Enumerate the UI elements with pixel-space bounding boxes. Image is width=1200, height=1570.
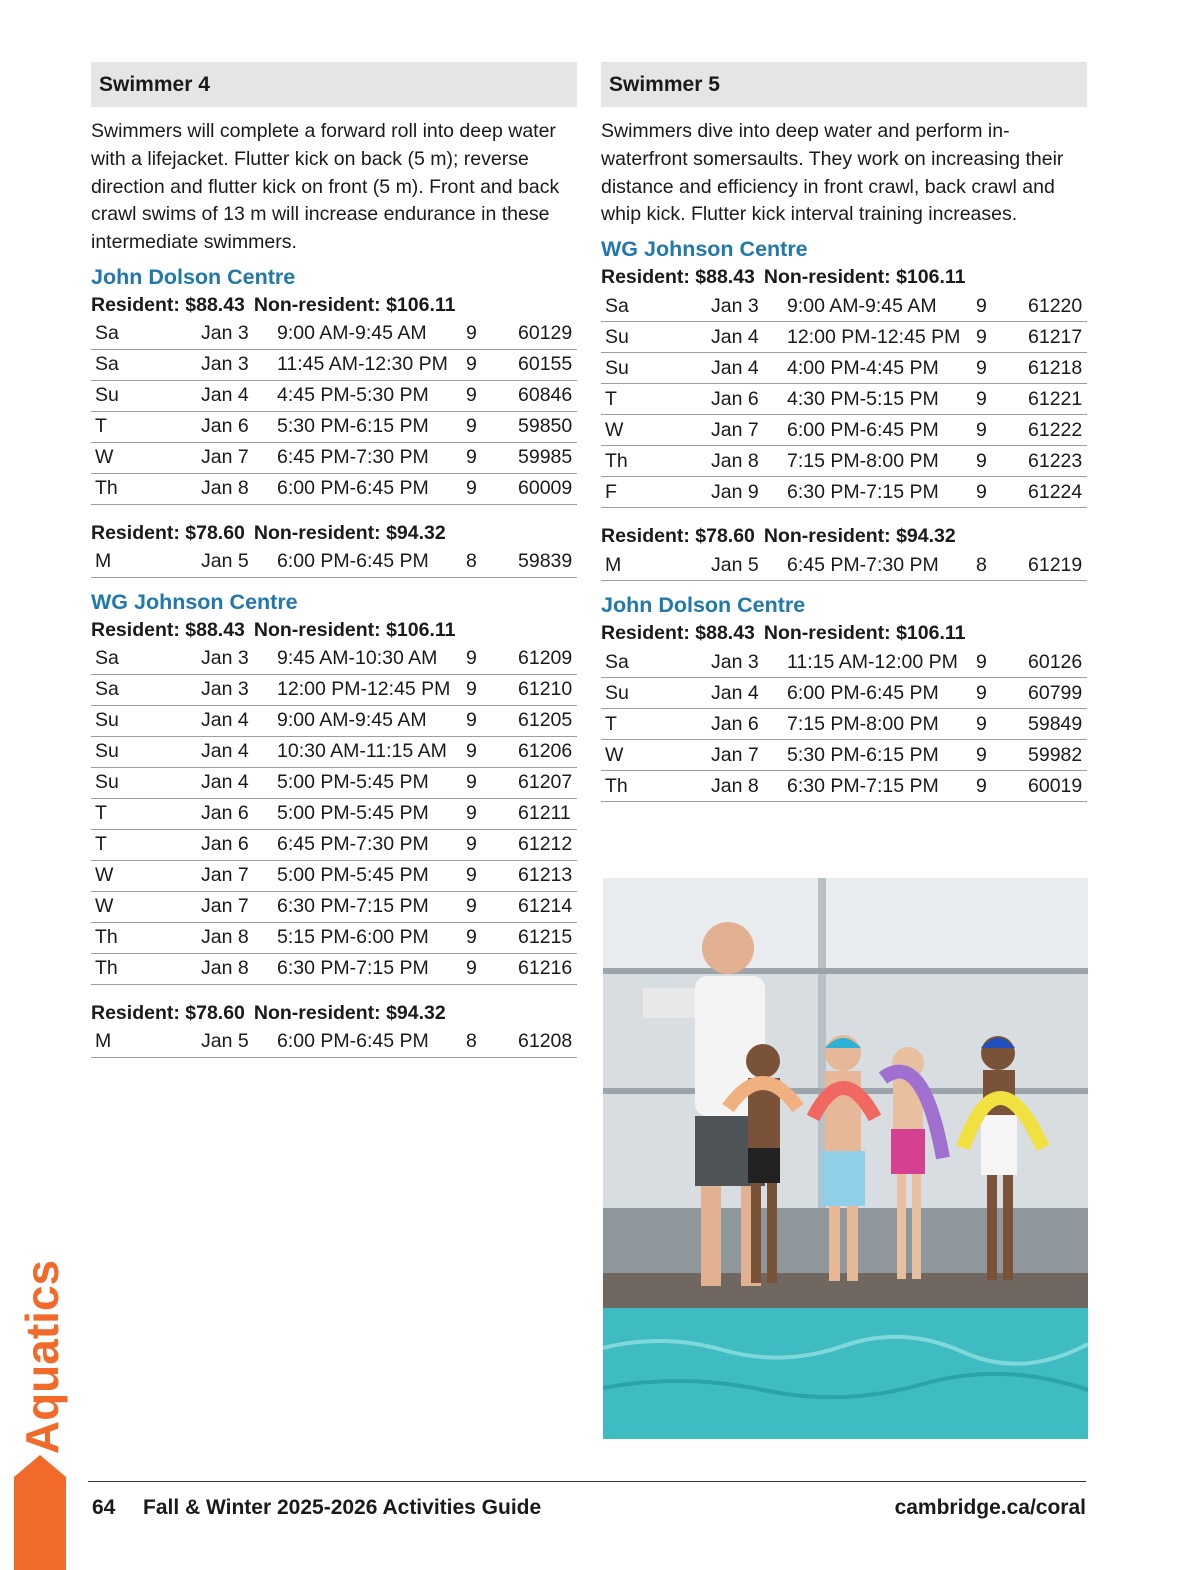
schedule-row (91, 829, 577, 860)
day-cell: W (91, 442, 197, 473)
date-cell: Jan 3 (707, 291, 783, 322)
sessions-cell: 9 (462, 380, 514, 411)
course-code-cell[interactable]: 61216 (514, 953, 577, 984)
price-line (91, 291, 577, 319)
date-cell: Jan 4 (707, 353, 783, 384)
sessions-cell: 9 (462, 767, 514, 798)
schedule-row (601, 740, 1087, 771)
course-code-cell[interactable]: 59982 (1024, 740, 1087, 771)
course-code-cell[interactable]: 60019 (1024, 771, 1087, 802)
course-code-cell[interactable]: 60009 (514, 473, 577, 504)
course-code-cell[interactable]: 61213 (514, 860, 577, 891)
day-cell: W (601, 740, 707, 771)
date-cell: Jan 6 (707, 709, 783, 740)
course-code-cell[interactable]: 59850 (514, 411, 577, 442)
day-cell: Sa (91, 319, 197, 350)
course-code-cell[interactable]: 60799 (1024, 678, 1087, 709)
section-description: Swimmers dive into deep water and perform in-waterfront somersaults. They work on increasing their distance and efficiency in front crawl, back crawl and whip kick. Flutter kick interval training increases. (601, 120, 1064, 226)
time-cell: 11:15 AM-12:00 PM (783, 647, 972, 678)
course-code-cell[interactable]: 61217 (1024, 322, 1087, 353)
time-cell: 9:00 AM-9:45 AM (783, 291, 972, 322)
sessions-cell: 9 (972, 709, 1024, 740)
time-cell: 6:00 PM-6:45 PM (783, 678, 972, 709)
schedule-row (601, 477, 1087, 508)
date-cell: Jan 4 (197, 767, 273, 798)
time-cell: 5:30 PM-6:15 PM (273, 411, 462, 442)
day-cell: Su (601, 678, 707, 709)
date-cell: Jan 7 (197, 891, 273, 922)
schedule-row (91, 891, 577, 922)
date-cell: Jan 7 (197, 860, 273, 891)
course-code-cell[interactable]: 61218 (1024, 353, 1087, 384)
time-cell: 6:00 PM-6:45 PM (273, 473, 462, 504)
schedule-row (601, 771, 1087, 802)
sessions-cell: 9 (462, 644, 514, 675)
time-cell: 12:00 PM-12:45 PM (783, 322, 972, 353)
resident-price: Resident: $88.43 (91, 293, 245, 316)
resident-price: Resident: $88.43 (601, 266, 755, 289)
resident-price: Resident: $88.43 (91, 618, 245, 641)
schedule-row (601, 353, 1087, 384)
day-cell: Su (91, 736, 197, 767)
resident-price: Resident: $78.60 (91, 1001, 245, 1024)
time-cell: 10:30 AM-11:15 AM (273, 736, 462, 767)
day-cell: W (91, 860, 197, 891)
resident-price: Resident: $78.60 (601, 525, 755, 548)
course-code-cell[interactable]: 59849 (1024, 709, 1087, 740)
date-cell: Jan 6 (197, 829, 273, 860)
section-tab-marker (14, 1455, 66, 1570)
sessions-cell: 9 (462, 473, 514, 504)
sessions-cell: 9 (972, 384, 1024, 415)
group-spacer (91, 985, 577, 999)
course-code-cell[interactable]: 61206 (514, 736, 577, 767)
price-line (91, 616, 577, 644)
time-cell: 6:00 PM-6:45 PM (783, 415, 972, 446)
price-line (601, 522, 1087, 550)
schedule-table (91, 644, 577, 985)
nonresident-price: Non-resident: $106.11 (253, 618, 456, 641)
sessions-cell: 9 (972, 678, 1024, 709)
date-cell: Jan 4 (707, 322, 783, 353)
group-spacer (601, 508, 1087, 522)
day-cell: T (91, 411, 197, 442)
time-cell: 6:30 PM-7:15 PM (273, 891, 462, 922)
time-cell: 6:45 PM-7:30 PM (273, 442, 462, 473)
date-cell: Jan 7 (707, 740, 783, 771)
date-cell: Jan 8 (707, 771, 783, 802)
website-link[interactable]: cambridge.ca/coral (894, 1496, 1086, 1519)
schedule-row (601, 647, 1087, 678)
date-cell: Jan 5 (197, 1027, 273, 1058)
day-cell: M (601, 550, 707, 581)
sessions-cell: 9 (972, 740, 1024, 771)
resident-price: Resident: $88.43 (601, 622, 755, 645)
schedule-row (601, 322, 1087, 353)
day-cell: T (91, 829, 197, 860)
time-cell: 9:45 AM-10:30 AM (273, 644, 462, 675)
sessions-cell: 9 (462, 674, 514, 705)
schedule-row (91, 319, 577, 350)
swimmer-5-column (601, 62, 1087, 802)
schedule-table (91, 319, 577, 505)
sessions-cell: 9 (462, 860, 514, 891)
date-cell: Jan 8 (197, 922, 273, 953)
day-cell: Th (601, 446, 707, 477)
sessions-cell: 9 (972, 415, 1024, 446)
date-cell: Jan 3 (197, 319, 273, 350)
time-cell: 4:00 PM-4:45 PM (783, 353, 972, 384)
course-code-cell[interactable]: 61220 (1024, 291, 1087, 322)
date-cell: Jan 3 (197, 674, 273, 705)
schedule-table (91, 1027, 577, 1058)
group-spacer (91, 505, 577, 519)
time-cell: 6:00 PM-6:45 PM (273, 1027, 462, 1058)
time-cell: 6:30 PM-7:15 PM (273, 953, 462, 984)
schedule-row (601, 709, 1087, 740)
course-code-cell[interactable]: 61208 (514, 1027, 577, 1058)
time-cell: 11:45 AM-12:30 PM (273, 349, 462, 380)
nonresident-price: Non-resident: $94.32 (763, 525, 956, 548)
time-cell: 7:15 PM-8:00 PM (783, 446, 972, 477)
section-tab-label: Aquatics (16, 1259, 68, 1454)
date-cell: Jan 3 (707, 647, 783, 678)
sessions-cell: 9 (462, 829, 514, 860)
sessions-cell: 8 (972, 550, 1024, 581)
sessions-cell: 9 (462, 891, 514, 922)
time-cell: 9:00 AM-9:45 AM (273, 705, 462, 736)
schedule-row (91, 798, 577, 829)
course-code-cell[interactable]: 61224 (1024, 477, 1087, 508)
date-cell: Jan 6 (707, 384, 783, 415)
date-cell: Jan 4 (707, 678, 783, 709)
sessions-cell: 9 (462, 922, 514, 953)
schedule-table (601, 647, 1087, 802)
course-code-cell[interactable]: 61207 (514, 767, 577, 798)
course-code-cell[interactable]: 61222 (1024, 415, 1087, 446)
day-cell: T (601, 709, 707, 740)
centre-name: John Dolson Centre (91, 264, 296, 289)
day-cell: Sa (91, 644, 197, 675)
date-cell: Jan 6 (197, 798, 273, 829)
schedule-row (91, 442, 577, 473)
day-cell: T (91, 798, 197, 829)
date-cell: Jan 4 (197, 705, 273, 736)
course-code-cell[interactable]: 61211 (514, 798, 577, 829)
centre-name: WG Johnson Centre (601, 237, 808, 262)
course-code-cell[interactable]: 60155 (514, 349, 577, 380)
course-code-cell[interactable]: 61221 (1024, 384, 1087, 415)
schedule-row (91, 380, 577, 411)
sessions-cell: 9 (972, 353, 1024, 384)
course-code-cell[interactable]: 61219 (1024, 550, 1087, 581)
sessions-cell: 8 (462, 547, 514, 578)
day-cell: Sa (91, 674, 197, 705)
swim-class-photo (603, 878, 1088, 1439)
nonresident-price: Non-resident: $94.32 (253, 521, 446, 544)
sessions-cell: 9 (462, 953, 514, 984)
day-cell: Su (91, 767, 197, 798)
schedule-row (601, 384, 1087, 415)
time-cell: 5:00 PM-5:45 PM (273, 767, 462, 798)
section-description: Swimmers will complete a forward roll into deep water with a lifejacket. Flutter kick on back (5 m); reverse direction and flutter kick on front (5 m). Front and back crawl swims of 13 m will increase endurance in these intermediate swimmers. (91, 120, 560, 254)
date-cell: Jan 8 (197, 953, 273, 984)
day-cell: Su (91, 380, 197, 411)
time-cell: 4:30 PM-5:15 PM (783, 384, 972, 415)
time-cell: 12:00 PM-12:45 PM (273, 674, 462, 705)
guide-title: Fall & Winter 2025-2026 Activities Guide (143, 1496, 542, 1519)
day-cell: W (601, 415, 707, 446)
day-cell: F (601, 477, 707, 508)
day-cell: Sa (91, 349, 197, 380)
day-cell: Th (91, 473, 197, 504)
schedule-row (91, 547, 577, 578)
resident-price: Resident: $78.60 (91, 521, 245, 544)
schedule-row (91, 1027, 577, 1058)
time-cell: 4:45 PM-5:30 PM (273, 380, 462, 411)
time-cell: 5:15 PM-6:00 PM (273, 922, 462, 953)
schedule-row (91, 705, 577, 736)
day-cell: Sa (601, 647, 707, 678)
date-cell: Jan 6 (197, 411, 273, 442)
schedule-table (601, 291, 1087, 508)
section-title: Swimmer 5 (601, 62, 1087, 107)
course-code-cell[interactable]: 59839 (514, 547, 577, 578)
day-cell: Su (91, 705, 197, 736)
course-code-cell[interactable]: 60126 (1024, 647, 1087, 678)
sessions-cell: 9 (462, 798, 514, 829)
date-cell: Jan 8 (197, 473, 273, 504)
schedule-row (601, 415, 1087, 446)
schedule-row (91, 473, 577, 504)
sessions-cell: 9 (462, 411, 514, 442)
sessions-cell: 9 (462, 705, 514, 736)
course-code-cell[interactable]: 60846 (514, 380, 577, 411)
day-cell: M (91, 547, 197, 578)
schedule-row (601, 291, 1087, 322)
time-cell: 5:00 PM-5:45 PM (273, 798, 462, 829)
schedule-table (91, 547, 577, 578)
day-cell: Th (601, 771, 707, 802)
price-line (601, 619, 1087, 647)
schedule-row (91, 922, 577, 953)
date-cell: Jan 3 (197, 349, 273, 380)
date-cell: Jan 8 (707, 446, 783, 477)
footer-divider (88, 1481, 1086, 1482)
nonresident-price: Non-resident: $106.11 (763, 622, 966, 645)
centres-container (601, 235, 1087, 802)
centre-name: John Dolson Centre (601, 593, 806, 618)
time-cell: 6:30 PM-7:15 PM (783, 771, 972, 802)
schedule-row (601, 446, 1087, 477)
centres-container (91, 263, 577, 1058)
date-cell: Jan 4 (197, 380, 273, 411)
centre-name: WG Johnson Centre (91, 589, 298, 614)
schedule-row (91, 860, 577, 891)
course-code-cell[interactable]: 59985 (514, 442, 577, 473)
date-cell: Jan 5 (197, 547, 273, 578)
course-code-cell[interactable]: 61214 (514, 891, 577, 922)
date-cell: Jan 4 (197, 736, 273, 767)
time-cell: 5:30 PM-6:15 PM (783, 740, 972, 771)
schedule-row (91, 644, 577, 675)
schedule-row (91, 736, 577, 767)
date-cell: Jan 5 (707, 550, 783, 581)
sessions-cell: 9 (462, 442, 514, 473)
schedule-row (91, 349, 577, 380)
nonresident-price: Non-resident: $106.11 (763, 266, 966, 289)
day-cell: Su (601, 353, 707, 384)
schedule-row (91, 674, 577, 705)
course-code-cell[interactable]: 61212 (514, 829, 577, 860)
day-cell: M (91, 1027, 197, 1058)
time-cell: 6:00 PM-6:45 PM (273, 547, 462, 578)
schedule-row (601, 550, 1087, 581)
course-code-cell[interactable]: 61215 (514, 922, 577, 953)
schedule-row (91, 767, 577, 798)
swimmer-4-column (91, 62, 577, 1058)
sessions-cell: 8 (462, 1027, 514, 1058)
course-code-cell[interactable]: 61210 (514, 674, 577, 705)
schedule-row (601, 678, 1087, 709)
sessions-cell: 9 (972, 647, 1024, 678)
course-code-cell[interactable]: 61209 (514, 644, 577, 675)
schedule-row (91, 953, 577, 984)
time-cell: 6:30 PM-7:15 PM (783, 477, 972, 508)
sessions-cell: 9 (462, 319, 514, 350)
day-cell: Su (601, 322, 707, 353)
price-line (601, 263, 1087, 291)
day-cell: T (601, 384, 707, 415)
sessions-cell: 9 (972, 446, 1024, 477)
time-cell: 6:45 PM-7:30 PM (273, 829, 462, 860)
day-cell: Sa (601, 291, 707, 322)
sessions-cell: 9 (462, 736, 514, 767)
nonresident-price: Non-resident: $106.11 (253, 293, 456, 316)
time-cell: 7:15 PM-8:00 PM (783, 709, 972, 740)
sessions-cell: 9 (972, 291, 1024, 322)
nonresident-price: Non-resident: $94.32 (253, 1001, 446, 1024)
time-cell: 6:45 PM-7:30 PM (783, 550, 972, 581)
day-cell: W (91, 891, 197, 922)
time-cell: 9:00 AM-9:45 AM (273, 319, 462, 350)
time-cell: 5:00 PM-5:45 PM (273, 860, 462, 891)
date-cell: Jan 7 (197, 442, 273, 473)
date-cell: Jan 7 (707, 415, 783, 446)
page-number: 64 (92, 1496, 116, 1519)
course-code-cell[interactable]: 60129 (514, 319, 577, 350)
price-line (91, 999, 577, 1027)
schedule-table (601, 550, 1087, 581)
sessions-cell: 9 (972, 322, 1024, 353)
schedule-row (91, 411, 577, 442)
sessions-cell: 9 (972, 771, 1024, 802)
sessions-cell: 9 (462, 349, 514, 380)
section-title: Swimmer 4 (91, 62, 577, 107)
date-cell: Jan 3 (197, 644, 273, 675)
sessions-cell: 9 (972, 477, 1024, 508)
price-line (91, 519, 577, 547)
course-code-cell[interactable]: 61223 (1024, 446, 1087, 477)
day-cell: Th (91, 922, 197, 953)
day-cell: Th (91, 953, 197, 984)
course-code-cell[interactable]: 61205 (514, 705, 577, 736)
date-cell: Jan 9 (707, 477, 783, 508)
section-tab (16, 1259, 68, 1454)
